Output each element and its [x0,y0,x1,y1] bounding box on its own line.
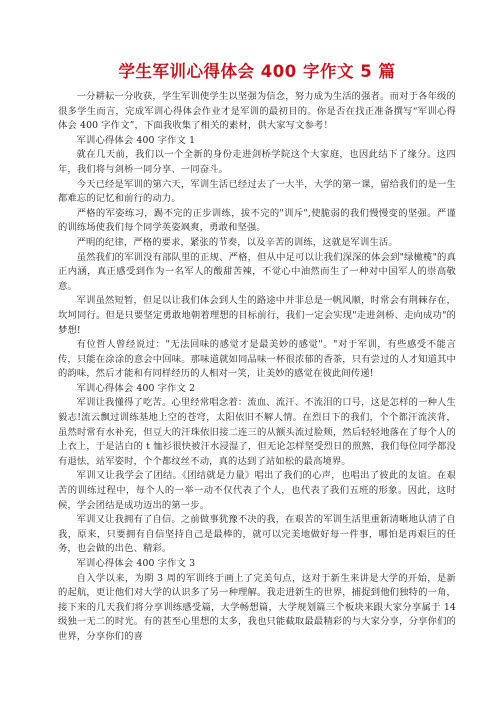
essay-2-heading: 军训心得体会 400 字作文 2 [76,382,196,394]
essay-1-paragraph: 今天已经是军训的第六天，军训生活已经过去了一大半，大学的第一课，留给我们的是一生都难忘的记忆和前行的动力。 [58,178,456,205]
essay-3-heading: 军训心得体会 400 字作文 3 [76,558,196,569]
essay-2-paragraph: 军训又让我学会了团结。《团结就是力量》唱出了我们的心声，也唱出了彼此的友谊。在艰苦的训练过程中，每个人的一举一动不仅代表了个人，也代表了我们五班的形象。因此，这时候，学会团结是成功迈出的第一步。 [58,470,456,511]
essay-3-paragraph: 自入学以来，为期 3 周的军训终于画上了完美句点，这对于新生来讲是大学的开始，是新的起航，更让他们对大学的认识多了另一种理解。我走进新生的世界，捕捉到他们独特的一角，接下来的几天我们将分享训练感受篇，大学畅想篇，大学规划篇三个板块来跟大家分享属于 14 级独一无二的时光。有的甚至心里想的太多，我也只能截取最最精彩的与大家分享，分享你们的世界，分享你们的喜 [58,572,456,642]
essay-1-paragraph: 虽然我们的军训没有部队里的正规、严格，但从中足可以让我们深深的体会到"绿橄榄"的真正内涵，真正感受到作为一名军人的酸甜苦辣，不觉心中油然而生了一种对中国军人的崇高敬意。 [58,251,456,292]
essay-2-paragraph: 军训让我懂得了吃苦。心里经常唱念着：流血、流汗、不流泪的口号，这是怎样的一种人生毅志!流云飘过训练基地上空的苍穹，太阳依旧不解人情。在烈日下的我们，个个都汗流浃背，虽然时常有水补充，但豆大的汗珠依旧接二连三的从额头流过脸颊，然后轻轻地落在了每个人的上衣上，于是洁白的 t 恤衫很快被汗水浸湿了，但无论怎样坚受烈日的煎熬，我们每位同学都没有退怯，站军姿时，个个都纹丝不动，真的达到了站如松的最高境界。 [58,397,456,467]
essay-1-paragraph: 有位哲人曾经说过："无法回味的感觉才是最美妙的感觉"。"对于军训，有些感受不能言传，只能在涂涂的意会中回味。那味道就如同品味一杯很浓郁的香茶，只有尝过的人才知道其中的韵味，然后才能和有同样经历的人相对一笑，让美妙的感觉在彼此间传递! [58,339,456,380]
essay-1-paragraph: 军训虽然短暂，但足以让我们体会到人生的路途中并非总是一帆风顺，时常会有荆棘存在，坎坷同行。但是只要坚定勇敢地朝着理想的目标前行，我们一定会实现"走进剑桥、走向成功"的梦想! [58,295,456,336]
essay-1-paragraph: 就在几天前，我们以一个全新的身份走进剑桥学院这个大家庭，也因此结下了缘分。这四年，我们将与剑桥一同分享、一同奋斗。 [58,149,456,175]
essay-1-paragraph: 严明的纪律，严格的要求，紧张的节奏，以及辛苦的训练，这就是军训生活。 [76,236,398,248]
document-title: 学生军训心得体会 400 字作文 5 篇 [118,62,396,81]
essay-1-paragraph: 严格的军姿练习，踢不完的正步训练，拔不完的"训斥",使脆弱的我们慢慢变的坚强。严谨的训练场使我们每个同学英姿飒爽，勇敢和坚强。 [58,207,456,234]
essay-2-paragraph: 军训又让我拥有了自信。之前做事犹豫不决的我，在艰苦的军训生活里重新清晰地认清了自我，原来，只要拥有自信坚持自己是最棒的，就可以完美地做好每一件事，哪怕是再艰巨的任务，也会做的出色、精彩。 [58,514,456,555]
essay-1-heading: 军训心得体会 400 字作文 1 [76,134,196,146]
intro-paragraph: 一分耕耘一分收获，学生军训使学生以坚强为信念，努力成为生活的强者。而对于各年级的很多学生而言，完成军训心得体会作业才是军训的最初目的。你是否在找正准备撰写“军训心得体会 400 字作文”，下面我收集了相关的素材，供大家写文参考！ [58,91,456,132]
